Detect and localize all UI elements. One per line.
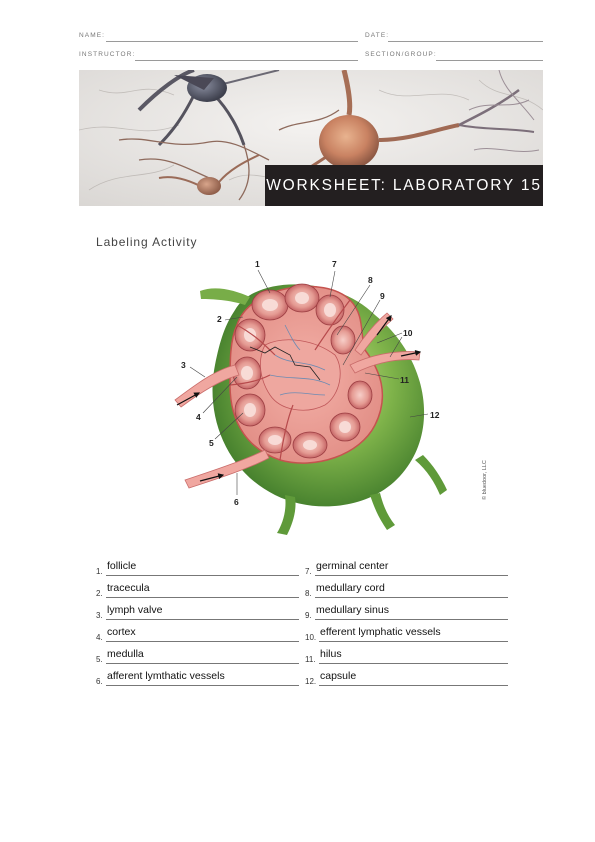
answer-row (96, 646, 306, 664)
diagram-label-5: 5 (209, 438, 214, 448)
answer-row (96, 580, 306, 598)
answer-row (305, 558, 515, 576)
diagram-label-3: 3 (181, 360, 186, 370)
diagram-label-9: 9 (380, 291, 385, 301)
answer-text[interactable]: lymph valve (107, 604, 163, 616)
answer-text[interactable]: medullary cord (316, 582, 385, 594)
instructor-label: INSTRUCTOR: (79, 51, 136, 58)
answer-row (96, 624, 306, 642)
copyright-credit: © bluedoor, LLC (482, 460, 488, 500)
answer-number: 6. (96, 677, 103, 686)
answer-number: 5. (96, 655, 103, 664)
answer-row (305, 602, 515, 620)
answer-row (305, 668, 515, 686)
diagram-label-10: 10 (403, 328, 413, 338)
answer-number: 11. (305, 655, 316, 664)
answer-number: 7. (305, 567, 312, 576)
answer-field-line[interactable] (106, 597, 299, 598)
instructor-field-line[interactable] (135, 60, 358, 61)
answer-row (305, 580, 515, 598)
answer-text[interactable]: cortex (107, 626, 136, 638)
answer-text[interactable]: medullary sinus (316, 604, 389, 616)
answer-field-line[interactable] (315, 597, 508, 598)
section-group-field-line[interactable] (436, 60, 543, 61)
date-label: DATE: (365, 32, 390, 39)
answer-text[interactable]: afferent lymthatic vessels (107, 670, 225, 682)
name-label: NAME: (79, 32, 106, 39)
answer-number: 3. (96, 611, 103, 620)
diagram-label-6: 6 (234, 497, 239, 507)
answer-text[interactable]: efferent lymphatic vessels (320, 626, 441, 638)
answer-row (96, 602, 306, 620)
answer-text[interactable]: follicle (107, 560, 137, 572)
answer-number: 10. (305, 633, 317, 642)
worksheet-title: WORKSHEET: LABORATORY 15 (265, 165, 543, 206)
diagram-label-7: 7 (332, 259, 337, 269)
name-field-line[interactable] (106, 41, 358, 42)
answer-text[interactable]: germinal center (316, 560, 389, 572)
answer-row (96, 668, 306, 686)
answer-field-line[interactable] (315, 575, 508, 576)
section-group-label: SECTION/GROUP: (365, 51, 437, 58)
answer-field-line[interactable] (106, 685, 299, 686)
answer-text[interactable]: hilus (320, 648, 342, 660)
answer-text[interactable]: medulla (107, 648, 144, 660)
date-field-line[interactable] (388, 41, 543, 42)
lymph-node-diagram (165, 255, 465, 555)
diagram-label-8: 8 (368, 275, 373, 285)
answer-number: 2. (96, 589, 103, 598)
answer-number: 4. (96, 633, 103, 642)
answer-number: 1. (96, 567, 103, 576)
answer-text[interactable]: capsule (320, 670, 357, 682)
answer-number: 8. (305, 589, 312, 598)
answer-number: 12. (305, 677, 317, 686)
answer-row (305, 624, 515, 642)
answer-field-line[interactable] (315, 619, 508, 620)
answer-field-line[interactable] (319, 663, 508, 664)
answer-row (305, 646, 515, 664)
section-title: Labeling Activity (96, 235, 198, 249)
diagram-label-12: 12 (430, 410, 440, 420)
diagram-label-4: 4 (196, 412, 201, 422)
answer-field-line[interactable] (319, 641, 508, 642)
diagram-label-1: 1 (255, 259, 260, 269)
answer-row (96, 558, 306, 576)
diagram-label-11: 11 (400, 375, 409, 385)
answer-field-line[interactable] (106, 663, 299, 664)
diagram-label-2: 2 (217, 314, 222, 324)
answer-text[interactable]: tracecula (107, 582, 150, 594)
answer-field-line[interactable] (106, 619, 299, 620)
answer-field-line[interactable] (106, 575, 299, 576)
answer-number: 9. (305, 611, 312, 620)
answer-field-line[interactable] (319, 685, 508, 686)
answer-field-line[interactable] (106, 641, 299, 642)
